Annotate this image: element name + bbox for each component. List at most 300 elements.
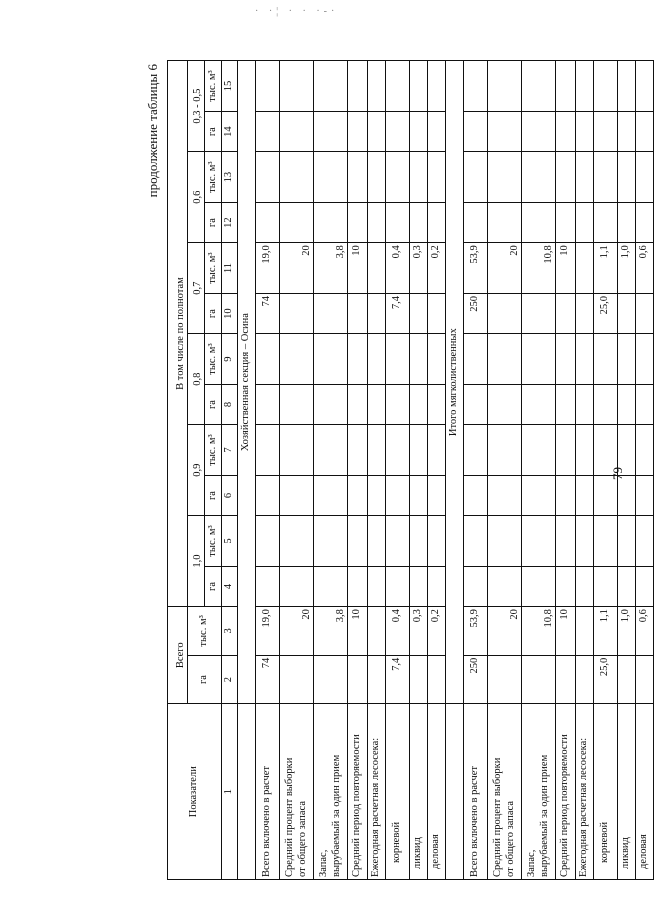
row-label (368, 704, 386, 880)
column-number: 6 (222, 475, 238, 515)
value-density-m3 (386, 334, 410, 385)
value-density-ha (256, 384, 280, 424)
value-density-m3 (488, 334, 522, 385)
value-density-ha (576, 566, 594, 606)
value-density-m3 (256, 152, 280, 203)
value-density-ha (280, 293, 314, 333)
value-density-ha (594, 566, 618, 606)
value-density-m3 (410, 152, 428, 203)
value-density-ha (256, 112, 280, 152)
value-density-m3 (314, 61, 348, 112)
value-density-ha (636, 475, 654, 515)
value-density-m3: 1,1 (594, 243, 618, 294)
density-header: 0,7 (188, 243, 205, 334)
value-density-ha (576, 293, 594, 333)
header-by-density: В том числе по полнотам (168, 61, 188, 607)
value-density-m3 (410, 425, 428, 476)
value-density-m3 (368, 61, 386, 112)
value-density-ha (522, 203, 556, 243)
value-density-m3 (636, 61, 654, 112)
row-label-text: деловая (638, 834, 650, 869)
value-density-m3 (556, 334, 576, 385)
column-number: 3 (222, 607, 238, 656)
value-density-m3: 0,3 (410, 243, 428, 294)
header-total: Всего (168, 607, 188, 704)
value-total-ha (280, 655, 314, 704)
value-density-m3 (368, 243, 386, 294)
value-total-m3: 10 (348, 607, 368, 656)
value-density-ha (410, 475, 428, 515)
value-total-ha (556, 655, 576, 704)
value-density-ha: 250 (464, 293, 488, 333)
table-row (410, 61, 428, 880)
value-density-ha (386, 475, 410, 515)
value-density-ha (386, 384, 410, 424)
row-label-text: Средний процент выборки (492, 757, 504, 877)
row-label-text: Ежегодная расчетная лесосека: (370, 737, 382, 877)
row-label (464, 704, 488, 880)
value-density-m3 (280, 61, 314, 112)
table-row (636, 61, 654, 880)
value-density-ha (556, 566, 576, 606)
value-density-m3 (280, 152, 314, 203)
value-density-ha (428, 112, 446, 152)
column-number: 5 (222, 516, 238, 567)
value-density-m3 (522, 425, 556, 476)
value-density-m3 (314, 516, 348, 567)
value-density-m3 (636, 425, 654, 476)
value-density-ha (636, 112, 654, 152)
row-label (556, 704, 576, 880)
value-total-m3: 53,9 (464, 607, 488, 656)
value-density-m3 (348, 152, 368, 203)
value-density-m3: 10 (556, 243, 576, 294)
value-density-m3 (280, 516, 314, 567)
row-label (280, 704, 314, 880)
value-total-ha (618, 655, 636, 704)
value-density-m3: 19,0 (256, 243, 280, 294)
value-density-m3 (556, 516, 576, 567)
row-label-text: Запас, (526, 849, 538, 877)
value-density-ha (314, 384, 348, 424)
density-header: 1,0 (188, 516, 205, 607)
row-label (488, 704, 522, 880)
value-total-ha: 25,0 (594, 655, 618, 704)
value-density-m3 (464, 516, 488, 567)
value-density-m3 (576, 516, 594, 567)
value-density-m3 (576, 61, 594, 112)
value-density-ha (464, 384, 488, 424)
column-number: 9 (222, 334, 238, 385)
value-density-ha (368, 112, 386, 152)
value-density-ha (636, 203, 654, 243)
row-label-text: ликвид (412, 837, 424, 869)
value-density-ha (618, 203, 636, 243)
header-total-ha: га (188, 655, 222, 704)
value-density-ha (428, 475, 446, 515)
value-density-m3 (464, 425, 488, 476)
value-total-ha (314, 655, 348, 704)
section-empty-cell (238, 704, 256, 880)
value-density-m3 (636, 152, 654, 203)
value-density-ha (576, 203, 594, 243)
value-density-ha (256, 203, 280, 243)
value-density-ha (256, 475, 280, 515)
value-density-ha (618, 293, 636, 333)
row-label (256, 704, 280, 880)
row-label (314, 704, 348, 880)
header-total-m3: тыс. м³ (188, 607, 222, 656)
value-density-m3 (556, 152, 576, 203)
table-row (314, 61, 348, 880)
value-density-m3 (464, 61, 488, 112)
row-label-text: корневой (599, 821, 611, 863)
value-total-ha: 7,4 (386, 655, 410, 704)
column-number: 4 (222, 566, 238, 606)
column-number-row (222, 61, 238, 880)
value-density-ha: 74 (256, 293, 280, 333)
value-density-ha (522, 384, 556, 424)
value-density-m3 (368, 152, 386, 203)
value-total-ha: 250 (464, 655, 488, 704)
value-density-m3 (618, 152, 636, 203)
value-density-ha (410, 293, 428, 333)
value-density-m3 (556, 425, 576, 476)
value-density-m3: 10 (348, 243, 368, 294)
column-number: 15 (222, 61, 238, 112)
value-density-ha (576, 112, 594, 152)
value-density-m3 (488, 152, 522, 203)
value-density-ha (280, 384, 314, 424)
value-density-ha (314, 475, 348, 515)
value-density-m3 (410, 334, 428, 385)
value-density-m3: 20 (280, 243, 314, 294)
value-total-ha (368, 655, 386, 704)
value-density-m3 (386, 516, 410, 567)
value-density-m3 (522, 152, 556, 203)
unit-ha: га (205, 203, 222, 243)
value-density-ha (280, 112, 314, 152)
value-density-m3 (314, 334, 348, 385)
section-title: Итого мягколиственных (446, 61, 464, 704)
row-label-text: Ежегодная расчетная лесосека: (578, 737, 590, 877)
value-density-m3: 0,6 (636, 243, 654, 294)
value-density-ha (464, 112, 488, 152)
value-density-ha (556, 475, 576, 515)
value-density-ha (556, 293, 576, 333)
value-density-ha (636, 566, 654, 606)
value-density-m3: 53,9 (464, 243, 488, 294)
value-total-m3: 19,0 (256, 607, 280, 656)
value-total-m3: 1,0 (618, 607, 636, 656)
value-total-ha (576, 655, 594, 704)
value-density-ha (314, 112, 348, 152)
value-density-m3 (636, 516, 654, 567)
value-density-ha (488, 384, 522, 424)
table-row (386, 61, 410, 880)
value-density-ha (556, 203, 576, 243)
row-label (522, 704, 556, 880)
value-total-m3: 0,6 (636, 607, 654, 656)
header-indicator: Показатели (168, 704, 222, 880)
value-density-m3: 10,8 (522, 243, 556, 294)
row-label (410, 704, 428, 880)
value-density-ha (576, 384, 594, 424)
value-density-ha (386, 566, 410, 606)
density-header: 0,9 (188, 425, 205, 516)
value-density-ha (556, 384, 576, 424)
value-density-m3 (464, 334, 488, 385)
value-density-ha (410, 112, 428, 152)
row-label-text: ликвид (620, 837, 632, 869)
value-total-ha (522, 655, 556, 704)
value-density-ha (348, 475, 368, 515)
unit-ha: га (205, 293, 222, 333)
value-density-ha (488, 293, 522, 333)
value-density-m3 (314, 425, 348, 476)
value-total-ha (488, 655, 522, 704)
value-density-ha (488, 475, 522, 515)
value-density-ha (618, 475, 636, 515)
value-density-m3 (522, 516, 556, 567)
value-density-m3 (576, 243, 594, 294)
value-total-m3 (368, 607, 386, 656)
unit-ha: га (205, 475, 222, 515)
value-density-ha: 7,4 (386, 293, 410, 333)
table-row (522, 61, 556, 880)
continuation-title: продолжение таблицы 6 (145, 64, 160, 198)
value-density-ha (464, 475, 488, 515)
unit-thous-m3: тыс. м³ (205, 152, 222, 203)
row-label-text: Всего включено в расчет (469, 765, 481, 877)
value-density-m3 (410, 516, 428, 567)
value-density-m3 (348, 334, 368, 385)
scan-marks: · ·¦ · · ·-· (255, 6, 339, 17)
value-density-m3 (594, 61, 618, 112)
value-density-ha (464, 203, 488, 243)
unit-thous-m3: тыс. м³ (205, 243, 222, 294)
unit-thous-m3: тыс. м³ (205, 516, 222, 567)
value-density-m3 (428, 425, 446, 476)
value-density-ha (556, 112, 576, 152)
value-density-ha: 25,0 (594, 293, 618, 333)
value-density-m3 (488, 61, 522, 112)
value-density-ha (522, 475, 556, 515)
value-density-ha (488, 203, 522, 243)
value-density-ha (410, 566, 428, 606)
value-density-m3 (348, 61, 368, 112)
value-density-m3 (410, 61, 428, 112)
row-label (386, 704, 410, 880)
value-total-m3: 10 (556, 607, 576, 656)
density-header: 0,8 (188, 334, 205, 425)
value-density-ha (348, 203, 368, 243)
value-density-ha (522, 112, 556, 152)
row-label-text: Средний процент выборки (284, 757, 296, 877)
value-density-m3 (348, 425, 368, 476)
value-density-m3 (428, 334, 446, 385)
value-density-m3 (576, 425, 594, 476)
table-row (348, 61, 368, 880)
value-density-ha (488, 112, 522, 152)
unit-ha: га (205, 384, 222, 424)
value-density-ha (348, 293, 368, 333)
value-density-m3 (618, 61, 636, 112)
value-density-ha (280, 203, 314, 243)
value-density-ha (280, 566, 314, 606)
section-row (238, 61, 256, 880)
value-density-ha (636, 384, 654, 424)
value-total-ha (348, 655, 368, 704)
value-density-ha (488, 566, 522, 606)
row-label-text: Средний период повторяемости (559, 734, 571, 877)
value-density-m3: 0,2 (428, 243, 446, 294)
value-density-m3 (256, 61, 280, 112)
value-density-m3 (386, 425, 410, 476)
row-label-text-2: от общего запаса (296, 801, 308, 877)
value-density-ha (428, 293, 446, 333)
column-number: 10 (222, 293, 238, 333)
value-total-m3: 10,8 (522, 607, 556, 656)
value-density-ha (410, 203, 428, 243)
table-row (280, 61, 314, 880)
value-density-m3 (368, 516, 386, 567)
value-density-m3: 20 (488, 243, 522, 294)
row-label-text-2: от общего запаса (504, 801, 516, 877)
value-density-ha (522, 293, 556, 333)
value-density-ha (522, 566, 556, 606)
value-total-ha (636, 655, 654, 704)
value-density-m3 (386, 61, 410, 112)
column-number: 7 (222, 425, 238, 476)
value-density-ha (368, 475, 386, 515)
table-row (428, 61, 446, 880)
row-label (348, 704, 368, 880)
value-density-m3 (576, 152, 594, 203)
value-density-ha (428, 384, 446, 424)
rotated-content (145, 60, 650, 880)
row-label (636, 704, 654, 880)
value-density-ha (386, 203, 410, 243)
value-density-ha (314, 203, 348, 243)
row-label (428, 704, 446, 880)
value-density-m3 (428, 61, 446, 112)
value-total-m3: 3,8 (314, 607, 348, 656)
value-density-m3: 3,8 (314, 243, 348, 294)
value-density-ha (636, 293, 654, 333)
value-density-m3: 1,0 (618, 243, 636, 294)
value-total-ha (410, 655, 428, 704)
value-density-m3 (314, 152, 348, 203)
value-total-m3: 0,3 (410, 607, 428, 656)
row-label-text: Средний период повторяемости (351, 734, 363, 877)
value-density-m3 (618, 334, 636, 385)
value-density-ha (464, 566, 488, 606)
unit-thous-m3: тыс. м³ (205, 61, 222, 112)
value-density-m3 (256, 516, 280, 567)
column-number: 14 (222, 112, 238, 152)
column-number: 12 (222, 203, 238, 243)
density-header: 0,3 - 0,5 (188, 61, 205, 152)
row-label-text: корневой (391, 821, 403, 863)
value-density-ha (618, 566, 636, 606)
value-total-m3: 20 (488, 607, 522, 656)
unit-thous-m3: тыс. м³ (205, 425, 222, 476)
row-label-text: Запас, (318, 849, 330, 877)
value-density-m3 (386, 152, 410, 203)
value-total-m3 (576, 607, 594, 656)
value-density-ha (594, 384, 618, 424)
table-row (556, 61, 576, 880)
value-density-m3 (594, 152, 618, 203)
value-density-ha (618, 112, 636, 152)
table-body (238, 61, 654, 880)
value-density-m3 (428, 516, 446, 567)
value-density-m3: 0,4 (386, 243, 410, 294)
value-density-m3 (522, 61, 556, 112)
column-number: 8 (222, 384, 238, 424)
table-row (488, 61, 522, 880)
table-row (256, 61, 280, 880)
page-number: 79 (610, 467, 625, 480)
row-label (618, 704, 636, 880)
row-label (576, 704, 594, 880)
value-density-ha (410, 384, 428, 424)
value-density-m3 (488, 516, 522, 567)
value-density-ha (428, 566, 446, 606)
table-row (368, 61, 386, 880)
value-total-m3: 1,1 (594, 607, 618, 656)
value-density-m3 (464, 152, 488, 203)
cutting-table (167, 60, 654, 880)
value-density-ha (368, 203, 386, 243)
value-total-ha (428, 655, 446, 704)
unit-ha: га (205, 112, 222, 152)
value-density-m3 (368, 334, 386, 385)
section-row (446, 61, 464, 880)
value-density-m3 (618, 516, 636, 567)
value-density-ha (368, 384, 386, 424)
value-total-m3: 0,4 (386, 607, 410, 656)
value-density-ha (428, 203, 446, 243)
value-density-ha (314, 293, 348, 333)
value-density-m3 (348, 516, 368, 567)
column-number: 13 (222, 152, 238, 203)
value-density-m3 (636, 334, 654, 385)
value-density-m3 (368, 425, 386, 476)
value-density-m3 (280, 425, 314, 476)
value-density-ha (594, 203, 618, 243)
value-density-ha (256, 566, 280, 606)
value-total-ha: 74 (256, 655, 280, 704)
value-density-ha (314, 566, 348, 606)
row-label-text-2: вырубаемый за один прием (538, 754, 550, 877)
section-empty-cell (446, 704, 464, 880)
value-density-m3 (488, 425, 522, 476)
value-density-m3 (556, 61, 576, 112)
value-density-ha (576, 475, 594, 515)
section-title: Хозяйственная секция – Осина (238, 61, 256, 704)
unit-thous-m3: тыс. м³ (205, 334, 222, 385)
value-density-m3 (280, 334, 314, 385)
density-header: 0,6 (188, 152, 205, 243)
value-density-ha (348, 566, 368, 606)
value-density-m3 (594, 516, 618, 567)
row-label-text: деловая (430, 834, 442, 869)
row-label (594, 704, 618, 880)
value-density-ha (594, 112, 618, 152)
value-density-m3 (576, 334, 594, 385)
